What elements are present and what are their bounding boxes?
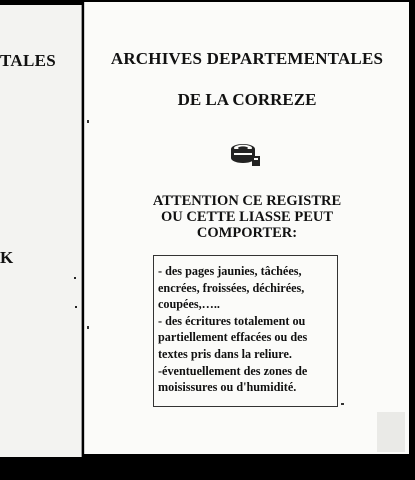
left-page-letter-fragment: K — [0, 248, 14, 267]
right-page — [84, 2, 409, 454]
notice-box — [153, 255, 338, 407]
left-page-title-fragment: TALES — [0, 51, 56, 70]
archive-reel-icon — [228, 140, 262, 168]
page-speck — [87, 326, 89, 329]
notice-line: moisissures ou d'humidité. — [158, 380, 297, 395]
page-edge-wear — [377, 412, 405, 452]
left-page-speck — [75, 306, 77, 308]
notice-line: coupées,….. — [158, 297, 220, 312]
warning-title-line: ATTENTION CE REGISTRE — [152, 193, 342, 209]
page-speck — [341, 403, 344, 405]
warning-title-line: COMPORTER: — [196, 225, 298, 241]
archive-heading-line-2: DE LA CORREZE — [177, 90, 317, 109]
left-page-speck — [74, 277, 76, 279]
notice-line: -éventuellement des zones de — [158, 363, 308, 378]
notice-line: partiellement effacées ou des — [158, 330, 308, 345]
notice-line: textes pris dans la reliure. — [158, 346, 292, 361]
archive-heading-line-1: ARCHIVES DEPARTEMENTALES — [110, 49, 384, 68]
page-speck — [87, 120, 89, 123]
warning-title — [85, 193, 409, 241]
notice-line: - des écritures totalement ou — [158, 313, 306, 328]
warning-title-line: OU CETTE LIASSE PEUT — [160, 209, 334, 225]
notice-line: - des pages jaunies, tâchées, — [158, 264, 302, 278]
left-page — [0, 5, 82, 457]
notice-line: encrées, froissées, déchirées, — [158, 280, 305, 295]
